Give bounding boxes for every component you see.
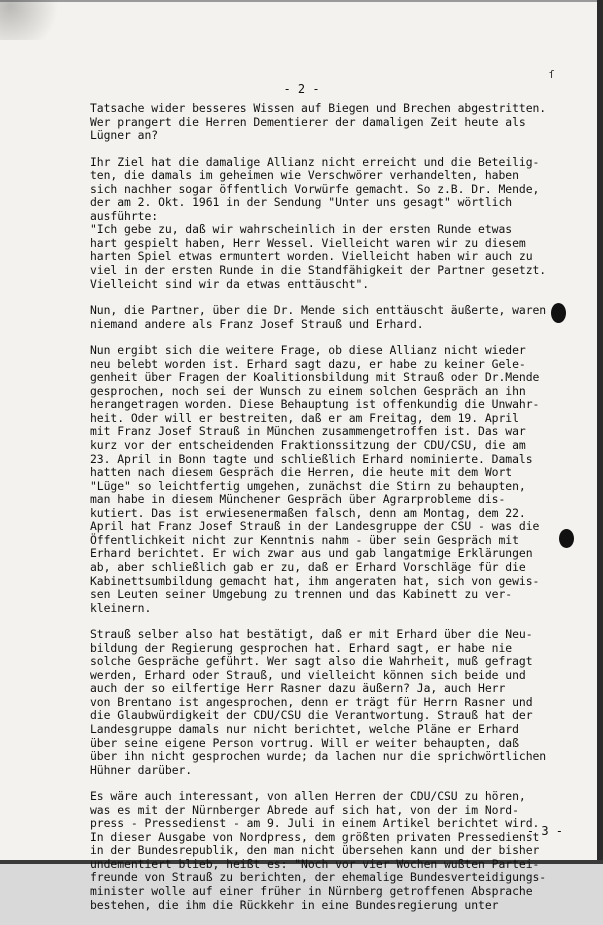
text-line: viel in der ersten Runde in die Standfähigkeit der Partner gesetzt.	[90, 263, 547, 278]
text-line: die Glaubwürdigkeit der CDU/CSU die Verantwortung. Strauß hat der	[90, 708, 533, 723]
text-line: "Ich gebe zu, daß wir wahrscheinlich in der ersten Runde etwas	[90, 222, 513, 237]
text-line: Strauß selber also hat bestätigt, daß er mit Erhard über die Neu-	[90, 627, 533, 642]
text-line: gesprochen, noch sei der Wunsch zu einem solchen Gespräch an ihn	[90, 383, 526, 398]
text-line: April hat Franz Josef Strauß in der Landesgruppe der CSU - was die	[90, 519, 540, 534]
text-line: In dieser Ausgabe von Nordpress, dem größten privaten Pressedienst	[90, 829, 540, 844]
text-line: neu belebt worden ist. Erhard sagt dazu, er habe zu keiner Gele-	[90, 356, 526, 371]
text-line: ab, aber schließlich gab er zu, daß er Erhard Vorschläge für die	[90, 559, 526, 574]
text-line: niemand andere als Franz Josef Strauß und Erhard.	[90, 316, 424, 331]
text-line: Öffentlichkeit nicht zur Kenntnis nahm - über sein Gespräch mit	[90, 532, 519, 547]
text-line: kutiert. Das ist erwiesenermaßen falsch, denn am Montag, dem 22.	[90, 505, 526, 520]
text-line: Erhard berichtet. Er wich zwar aus und gab langatmige Erklärungen	[90, 546, 533, 561]
text-line: Tatsache wider besseres Wissen auf Biegen und Brechen abgestritten.	[90, 101, 547, 115]
text-line: bildung der Regierung gesprochen hat. Erhard sagt, er habe nie	[90, 640, 513, 655]
text-line: der am 2. Okt. 1961 in der Sendung "Unter uns gesagt" wörtlich	[90, 195, 513, 210]
text-line: ten, die damals im geheimen wie Verschwörer verhandelten, haben	[90, 168, 519, 183]
text-line: Kabinettsumbildung gemacht hat, ihm angeraten hat, sich von gewis-	[90, 573, 540, 588]
scan-edge-right	[597, 0, 603, 864]
text-line: undementiert blieb, heißt es: "Noch vor vier Wochen wußten Partei-	[90, 856, 540, 871]
text-line: auch der so eilfertige Herr Rasner dazu äußern? Ja, auch Herr	[90, 681, 506, 696]
text-line: solche Gespräche geführt. Wer sagt also die Wahrheit, muß gefragt	[90, 654, 533, 669]
next-page-marker: - 3 -	[526, 824, 563, 838]
paragraph	[90, 628, 570, 777]
text-line: werden, Erhard oder Strauß, und vielleicht können sich beide und	[90, 667, 526, 682]
page-number: - 2 -	[283, 82, 320, 96]
text-line: press - Pressedienst - am 9. Juli in einem Artikel berichtet wird.	[90, 816, 540, 831]
paragraph	[90, 304, 570, 331]
text-line: Hühner darüber.	[90, 762, 193, 777]
text-line: über seine eigene Person vortrug. Will er weiter behaupten, daß	[90, 735, 519, 750]
text-line: 23. April in Bonn tagte und schließlich Erhard nominierte. Damals	[90, 451, 533, 466]
text-line: Landesgruppe damals nur nicht berichtet, welche Pläne er Erhard	[90, 721, 519, 736]
text-line: man habe in diesem Münchener Gespräch über Agrarprobleme dis-	[90, 492, 506, 507]
text-line: kurz vor der entscheidenden Fraktionssitzung der CDU/CSU, die am	[90, 438, 526, 453]
text-line: heit. Oder will er bestreiten, daß er am Freitag, dem 19. April	[90, 410, 519, 425]
text-line: mit Franz Josef Strauß in München zusammengetroffen ist. Das war	[90, 424, 526, 439]
text-line: ausführte:	[90, 208, 159, 223]
text-line: hart gespielt haben, Herr Wessel. Vielleicht waren wir zu diesem	[90, 235, 526, 250]
text-line: Es wäre auch interessant, von allen Herren der CDU/CSU zu hören,	[90, 789, 526, 804]
text-line: Nun ergibt sich die weitere Frage, ob diese Allianz nicht wieder	[90, 343, 526, 358]
margin-mark: ſ	[548, 68, 555, 81]
text-line: freunde von Strauß zu berichten, der ehemalige Bundesverteidigungs-	[90, 870, 547, 885]
text-line: Nun, die Partner, über die Dr. Mende sich enttäuscht äußerte, waren	[90, 303, 547, 318]
text-line: in der Bundesrepublik, den man nicht übersehen kann und der bisher	[90, 843, 540, 858]
text-line: harten Spiel etwas ermuntert worden. Vielleicht haben wir auch zu	[90, 249, 533, 264]
text-line: minister wolle auf einer früher in Nürnberg getroffenen Absprache	[90, 883, 533, 898]
paragraph	[90, 102, 570, 143]
text-line: herangetragen worden. Diese Behauptung ist offenkundig die Unwahr-	[90, 397, 540, 412]
paragraph	[90, 344, 570, 615]
paragraph	[90, 156, 570, 291]
text-line: Ihr Ziel hat die damalige Allianz nicht erreicht und die Beteilig-	[90, 154, 540, 169]
text-line: genheit über Fragen der Koalitionsbildung mit Strauß oder Dr.Mende	[90, 370, 540, 385]
text-line: Vielleicht sind wir da etwas enttäuscht".	[90, 276, 370, 291]
scan-smudge	[0, 0, 70, 40]
text-line: über ihn nicht gesprochen wurde; da lachen nur die sprichwörtlichen	[90, 749, 547, 764]
text-line: hatten nach diesem Gespräch die Herren, die heute mit dem Wort	[90, 465, 513, 480]
body-text	[90, 102, 570, 925]
text-line: sen Leuten seiner Umgebung zu trennen und das Kabinett zu ver-	[90, 587, 513, 602]
text-line: kleinern.	[90, 600, 152, 615]
text-line: bestehen, die ihm die Rückkehr in eine Bundesregierung unter	[90, 897, 499, 912]
text-line: Lügner an?	[90, 128, 159, 143]
scan-edge-top	[0, 0, 603, 2]
text-line: was es mit der Nürnberger Abrede auf sich hat, von der im Nord-	[90, 802, 519, 817]
paragraph	[90, 790, 570, 912]
text-line: von Brentano ist angesprochen, denn er trägt für Herrn Rasner und	[90, 694, 533, 709]
text-line: "Lüge" so leichtfertig umgehen, zunächst die Stirn zu behaupten,	[90, 478, 526, 493]
text-line: Wer prangert die Herren Dementierer der damaligen Zeit heute als	[90, 114, 526, 129]
text-line: sich nachher sogar öffentlich Vorwürfe gemacht. So z.B. Dr. Mende,	[90, 181, 540, 196]
